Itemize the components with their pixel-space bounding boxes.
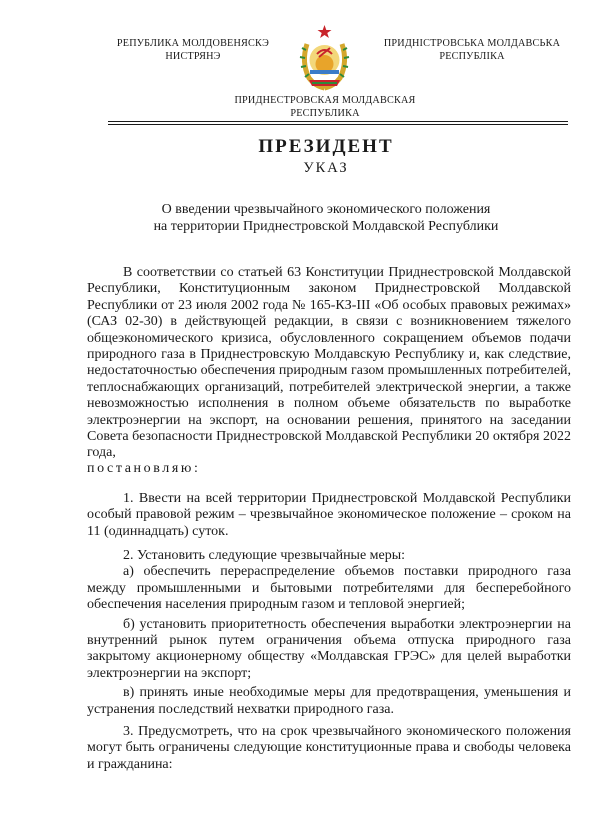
item-2c-text: в) принять иные необходимые меры для предотвращения, уменьшения и устранения последствий нехватки природного газа. <box>87 685 571 717</box>
item-1-text: 1. Ввести на всей территории Приднестровской Молдавской Республики особый правовой режим – чрезвычайное экономическое положение – сроком на 11 (одиннадцать) суток. <box>87 491 571 539</box>
document-heading-president: ПРЕЗИДЕНТ <box>258 136 394 157</box>
item-3-text: 3. Предусмотреть, что на срок чрезвычайного экономического положения могут быть ограничены следующие конституционные права и свободы человека и гражданина: <box>87 724 571 772</box>
item-2b-text: б) установить приоритетность обеспечения выработки электроэнергии на внутренний рынок путем ограничения объема отпуска природного газа закрытому акционерному обществу «Молдавская ГРЭС» для целей выработки электроэнергии на экспорт; <box>87 616 571 681</box>
preamble-text: В соответствии со статьей 63 Конституции Приднестровской Молдавской Республики, Конституционным законом Приднестровской Молдавской Республики от 23 июля 2002 года № 165-КЗ-III «Об особых правовых режимах» (САЗ 02-30) в действующей редакции, в связи с возникновением тяжелого общеэкономического кризиса, обусловленного сокращением объемов подачи природного газа в Приднестровскую Молдавскую Республику и, как следствие, недостаточностью обеспечения природным газом промышленных потребителей, теплоснабжающих организаций, потребителей электрической энергии, а также невозможностью исполнения в полном объеме обязательств по выработке электроэнергии на экспорт, на основании решения, принятого на заседании Совета безопасности Приднестровской Молдавской Республики 20 октября 2022 года, <box>87 265 571 461</box>
preamble-paragraph <box>87 265 571 462</box>
decree-title <box>108 202 544 235</box>
state-emblem-icon <box>297 24 352 92</box>
header-left-moldovan <box>108 38 278 63</box>
header-right-line2: РЕСПУБЛІКА <box>439 50 505 62</box>
header-left-line2: НИСТРЯНЭ <box>165 50 221 62</box>
item-2-text: 2. Установить следующие чрезвычайные меры: <box>123 548 406 563</box>
header-right-ukrainian <box>376 38 568 63</box>
header-center-line1: ПРИДНЕСТРОВСКАЯ МОЛДАВСКАЯ <box>234 95 416 106</box>
decree-title-line2: на территории Приднестровской Молдавской Республики <box>153 218 499 234</box>
decree-title-line1: О введении чрезвычайного экономического положения <box>161 202 491 217</box>
document-type-ukaz: УКАЗ <box>303 160 349 176</box>
item-2a-text: а) обеспечить перераспределение объемов поставки природного газа между промышленными и бытовыми потребителями для бесперебойного обеспечения населения природным газом и тепловой энергией; <box>87 564 571 613</box>
decree-word: постановляю: <box>87 461 201 476</box>
item-3 <box>87 724 571 773</box>
header-center-line2: РЕСПУБЛИКА <box>290 107 360 119</box>
header-center-russian <box>200 95 450 120</box>
header-right-line1: ПРИДНІСТРОВСЬКА МОЛДАВСЬКА <box>383 38 561 49</box>
item-2 <box>87 548 571 718</box>
header-rule-thick <box>108 121 568 122</box>
header-left-line1: РЕПУБЛИКА МОЛДОВЕНЯСКЭ <box>116 38 270 49</box>
item-1 <box>87 491 571 540</box>
header-rule-thin <box>108 124 568 125</box>
